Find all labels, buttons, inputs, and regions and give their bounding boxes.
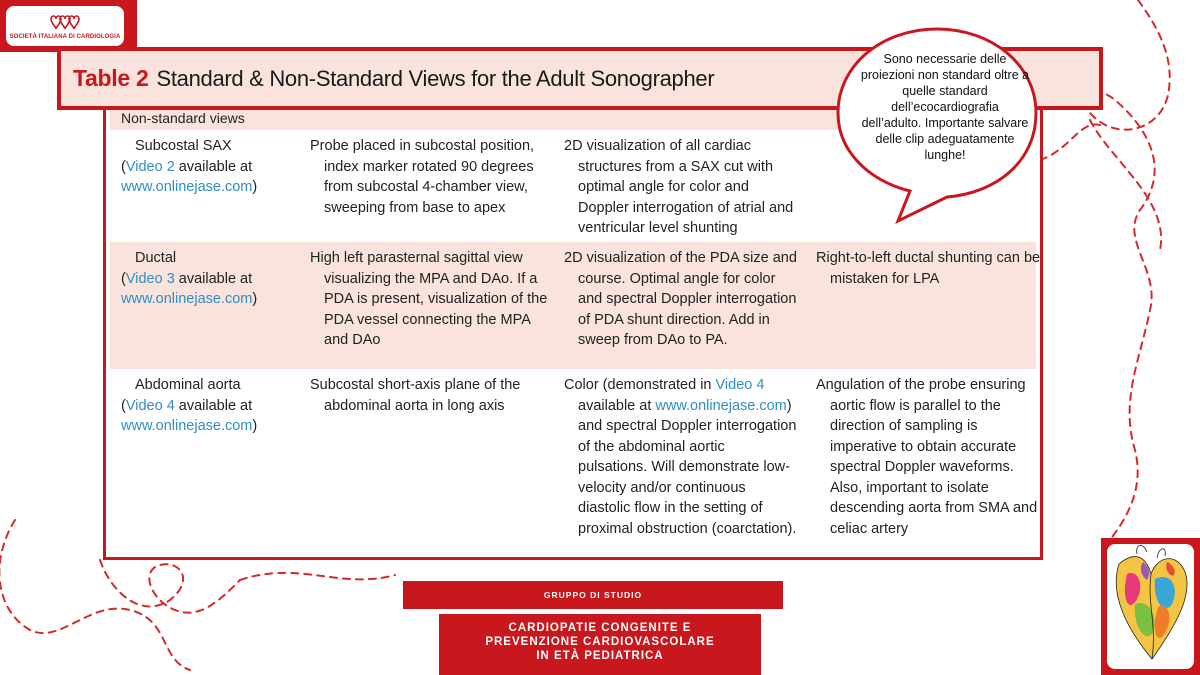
- paren-open: (: [121, 397, 126, 414]
- probe-position-cell: Subcostal short-axis plane of the abdominal aorta in long axis: [310, 377, 521, 414]
- table-row: [110, 242, 1041, 369]
- paren-close: ): [252, 179, 258, 195]
- view-name-cell: [121, 375, 296, 437]
- hearts-logo-icon: [45, 13, 85, 33]
- study-group-banner: GRUPPO DI STUDIO: [403, 581, 783, 609]
- paren-close: ): [252, 291, 258, 307]
- probe-position-cell: High left parasternal sagittal view visualizing the MPA and DAo. If a PDA is present, visualization of the PDA vessel connecting the MPA and DAo: [310, 250, 548, 348]
- banner-line: CARDIOPATIE CONGENITE E: [508, 622, 692, 634]
- view-name: Ductal: [135, 250, 177, 266]
- video-link[interactable]: Video 2: [125, 158, 175, 175]
- pitfalls-cell: Angulation of the probe ensuring aortic flow is parallel to the direction of sampling is imperative to obtain accurate spectral Doppler waveforms. Also, important to isolate descending aorta from SMA and celiac artery: [816, 377, 1038, 537]
- colorful-heart-icon: [1107, 544, 1194, 669]
- available-text: available at: [578, 397, 656, 414]
- heart-artwork-frame: [1101, 538, 1200, 675]
- study-group-name-banner: [439, 614, 761, 675]
- video-link[interactable]: Video 4: [125, 397, 175, 414]
- logo-panel: [6, 6, 124, 46]
- available-text: available at: [174, 158, 253, 175]
- url-link[interactable]: www.onlinejase.com: [121, 418, 253, 434]
- banner-line: IN ETÀ PEDIATRICA: [536, 650, 664, 662]
- speech-bubble-text: Sono necessarie delle proiezioni non standard oltre a quelle standard dell’ecocardiografia dell’adulto. Importante salvare delle clip adeguatamente lunghe!: [860, 52, 1030, 162]
- view-name-cell: [121, 248, 296, 310]
- table-title: Standard & Non-Standard Views for the Adult Sonographer: [156, 65, 715, 91]
- heart-artwork: [1107, 544, 1194, 669]
- probe-position-cell: Probe placed in subcostal position, index marker rotated 90 degrees from subcostal 4-chamber view, sweeping from base to apex: [310, 138, 535, 216]
- visualization-cell: 2D visualization of the PDA size and course. Optimal angle for color and spectral Doppler interrogation of PDA shunt direction. Add in sweep from DAo to PA.: [564, 250, 797, 348]
- visualization-cell: [564, 375, 798, 539]
- table-number: Table 2: [73, 65, 149, 91]
- doppler-text: ) and spectral Doppler interrogation of the abdominal aortic pulsations. Will demonstrate low-velocity and/or continuous diastolic flow in the setting of proximal obstruction (coarctation).: [578, 397, 797, 537]
- paren-open: (: [121, 270, 126, 287]
- url-link[interactable]: www.onlinejase.com: [121, 291, 253, 307]
- banner-line: PREVENZIONE CARDIOVASCOLARE: [485, 636, 715, 648]
- url-link[interactable]: www.onlinejase.com: [655, 397, 787, 414]
- video-link[interactable]: Video 4: [715, 377, 765, 393]
- paren-close: ): [252, 418, 258, 434]
- society-logo: [0, 0, 137, 52]
- visualization-cell: 2D visualization of all cardiac structures from a SAX cut with optimal angle for color and Doppler interrogation of atrial and ventricular level shunting: [564, 138, 794, 236]
- paren-open: (: [121, 158, 126, 175]
- available-text: available at: [174, 270, 253, 287]
- logo-text: SOCIETÀ ITALIANA DI CARDIOLOGIA: [9, 33, 121, 40]
- section-label: Non-standard views: [121, 110, 245, 126]
- view-name-cell: [121, 136, 296, 198]
- url-link[interactable]: www.onlinejase.com: [121, 179, 253, 195]
- pitfalls-cell: Right-to-left ductal shunting can be mistaken for LPA: [816, 250, 1041, 287]
- view-name: Abdominal aorta: [135, 377, 241, 393]
- color-text: Color (demonstrated in: [564, 377, 716, 393]
- video-link[interactable]: Video 3: [125, 270, 175, 287]
- table-row: [110, 369, 1036, 556]
- available-text: available at: [174, 397, 253, 414]
- view-name: Subcostal SAX: [135, 138, 232, 154]
